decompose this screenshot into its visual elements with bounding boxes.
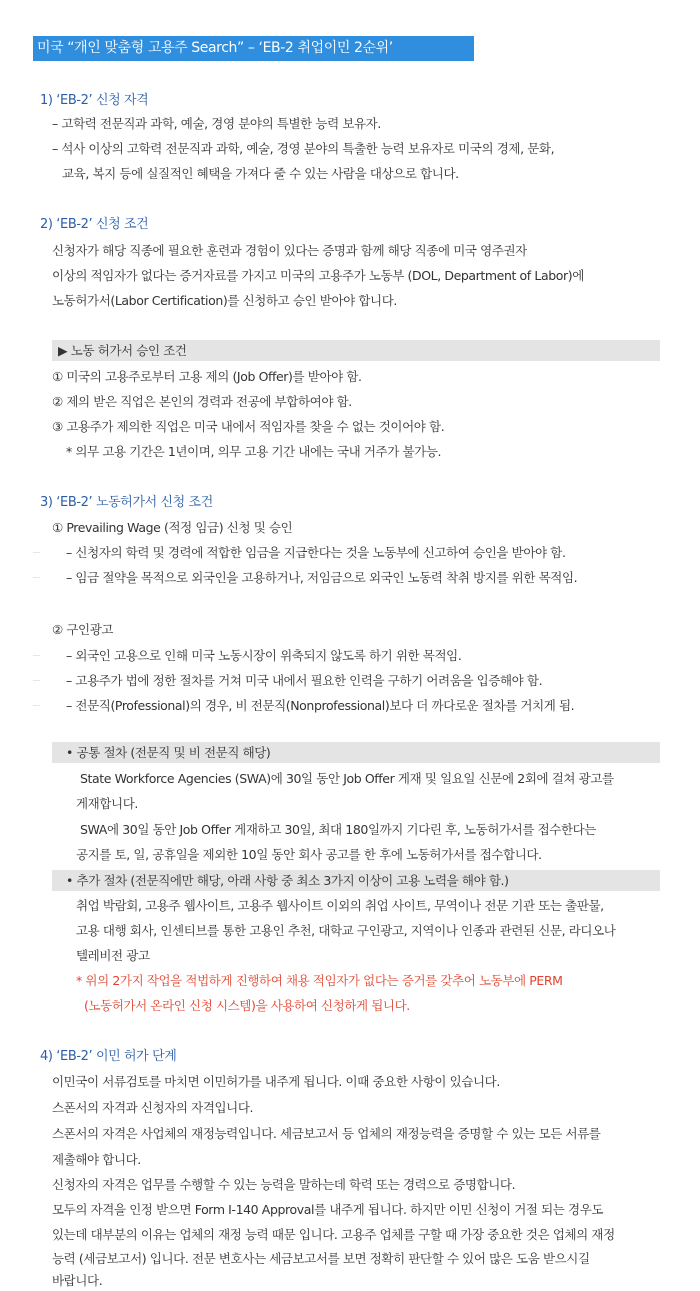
- section-1-line: – 고학력 전문직과 과학, 예술, 경영 분야의 특별한 능력 보유자.: [52, 116, 381, 131]
- prevailing-wage-title: ① Prevailing Wage (적정 임금) 신청 및 승인: [52, 520, 293, 535]
- job-ad-line: – 고용주가 법에 정한 절차를 거쳐 미국 내에서 필요한 인력을 구하기 어려움을 입증해야 함.: [66, 673, 543, 688]
- job-ad-line: – 외국인 고용으로 인해 미국 노동시장이 위축되지 않도록 하기 위한 목적임.: [66, 648, 462, 663]
- prevailing-wage-line: – 신청자의 학력 및 경력에 적합한 임금을 지급한다는 것을 노동부에 신고하여 승인을 받아야 함.: [66, 545, 566, 560]
- common-procedure-line: 게재합니다.: [76, 796, 138, 811]
- section-4-heading: 4) ‘EB-2’ 이민 허가 단계: [40, 1049, 177, 1064]
- section-4-line: 제출해야 합니다.: [52, 1152, 141, 1167]
- section-4-line: 스폰서의 자격은 사업체의 재정능력입니다. 세금보고서 등 업체의 재정능력을 증명할 수 있는 모든 서류를: [52, 1126, 601, 1141]
- section-4-line: 있는데 대부분의 이유는 업체의 재정 능력 때문 입니다. 고용주 업체를 구할 때 가장 중요한 것은 업체의 재정: [52, 1227, 615, 1242]
- divider-tick: [33, 705, 40, 706]
- job-ad-title: ② 구인광고: [52, 622, 114, 637]
- section-4-line: 신청자의 자격은 업무를 수행할 수 있는 능력을 말하는데 학력 또는 경력으로 증명합니다.: [52, 1177, 516, 1192]
- section-4-line: 이민국이 서류검토를 마치면 이민허가를 내주게 됩니다. 이때 중요한 사항이 있습니다.: [52, 1074, 500, 1089]
- approval-conditions-title: ▶ 노동 허가서 승인 조건: [58, 343, 187, 358]
- condition-item: ③ 고용주가 제의한 직업은 미국 내에서 적임자를 찾을 수 없는 것이어야 함.: [52, 419, 445, 434]
- section-1-heading: 1) ‘EB-2’ 신청 자격: [40, 93, 149, 108]
- common-procedure-line: State Workforce Agencies (SWA)에 30일 동안 Job Offer 게재 및 일요일 신문에 2회에 걸쳐 광고를: [80, 771, 614, 786]
- divider-tick: [33, 655, 40, 656]
- common-procedure-line: SWA에 30일 동안 Job Offer 게재하고 30일, 최대 180일까지 기다린 후, 노동허가서를 접수한다는: [80, 822, 596, 837]
- section-2-line: 노동허가서(Labor Certification)를 신청하고 승인 받아야 합니다.: [52, 293, 397, 308]
- common-procedure-line: 공지를 토, 일, 공휴일을 제외한 10일 동안 회사 공고를 한 후에 노동허가서를 접수합니다.: [76, 847, 542, 862]
- section-1-line: – 석사 이상의 고학력 전문직과 과학, 예술, 경영 분야의 특출한 능력 보유자로 미국의 경제, 문화,: [52, 141, 555, 156]
- prevailing-wage-line: – 임금 절약을 목적으로 외국인을 고용하거나, 저임금으로 외국인 노동력 착취 방지를 위한 목적임.: [66, 570, 578, 585]
- condition-item: ① 미국의 고용주로부터 고용 제의 (Job Offer)를 받아야 함.: [52, 369, 362, 384]
- section-2-heading: 2) ‘EB-2’ 신청 조건: [40, 217, 149, 232]
- divider-tick: [33, 680, 40, 681]
- divider-tick: [33, 552, 40, 553]
- extra-procedure-line: 텔레비전 광고: [76, 948, 150, 963]
- job-ad-line: – 전문직(Professional)의 경우, 비 전문직(Nonprofessional)보다 더 까다로운 절차를 거치게 됨.: [66, 698, 575, 713]
- section-1-line: 교육, 복지 등에 실질적인 혜택을 가져다 줄 수 있는 사람을 대상으로 합니다.: [62, 166, 459, 181]
- extra-procedure-line: 취업 박람회, 고용주 웹사이트, 고용주 웹사이트 이외의 취업 사이트, 무역이나 전문 기관 또는 출판물,: [76, 898, 604, 913]
- section-4-line: 스폰서의 자격과 신청자의 자격입니다.: [52, 1100, 254, 1115]
- divider-tick: [33, 577, 40, 578]
- page-title: 미국 “개인 맞춤형 고용주 Search” – ‘EB-2 취업이민 2순위’: [33, 36, 474, 61]
- condition-note: * 의무 고용 기간은 1년이며, 의무 고용 기간 내에는 국내 거주가 불가능.: [66, 444, 442, 459]
- section-4-line: 능력 (세금보고서) 입니다. 전문 변호사는 세금보고서를 보면 정확히 판단할 수 있어 많은 도움 받으시길: [52, 1251, 590, 1266]
- extra-procedure-line: 고용 대행 회사, 인센티브를 통한 고용인 추천, 대학교 구인광고, 지역이나 인종과 관련된 신문, 라디오나: [76, 923, 616, 938]
- extra-procedure-title: • 추가 절차 (전문직에만 해당, 아래 사항 중 최소 3가지 이상이 고용 노력을 해야 함.): [66, 873, 509, 888]
- condition-item: ② 제의 받은 직업은 본인의 경력과 전공에 부합하여야 함.: [52, 394, 352, 409]
- perm-note: (노동허가서 온라인 신청 시스템)을 사용하여 신청하게 됩니다.: [84, 998, 410, 1013]
- section-3-heading: 3) ‘EB-2’ 노동허가서 신청 조건: [40, 495, 213, 510]
- common-procedure-title: • 공통 절차 (전문직 및 비 전문직 해당): [66, 745, 271, 760]
- section-2-line: 이상의 적임자가 없다는 증거자료를 가지고 미국의 고용주가 노동부 (DOL, Department of Labor)에: [52, 268, 584, 283]
- section-4-line: 바랍니다.: [52, 1273, 103, 1288]
- perm-note: * 위의 2가지 작업을 적법하게 진행하여 채용 적임자가 없다는 증거를 갖추어 노동부에 PERM: [76, 973, 563, 988]
- section-2-line: 신청자가 해당 직종에 필요한 훈련과 경험이 있다는 증명과 함께 해당 직종에 미국 영주권자: [52, 243, 527, 258]
- section-4-line: 모두의 자격을 인정 받으면 Form I-140 Approval를 내주게 됩니다. 하지만 이민 신청이 거절 되는 경우도: [52, 1202, 604, 1217]
